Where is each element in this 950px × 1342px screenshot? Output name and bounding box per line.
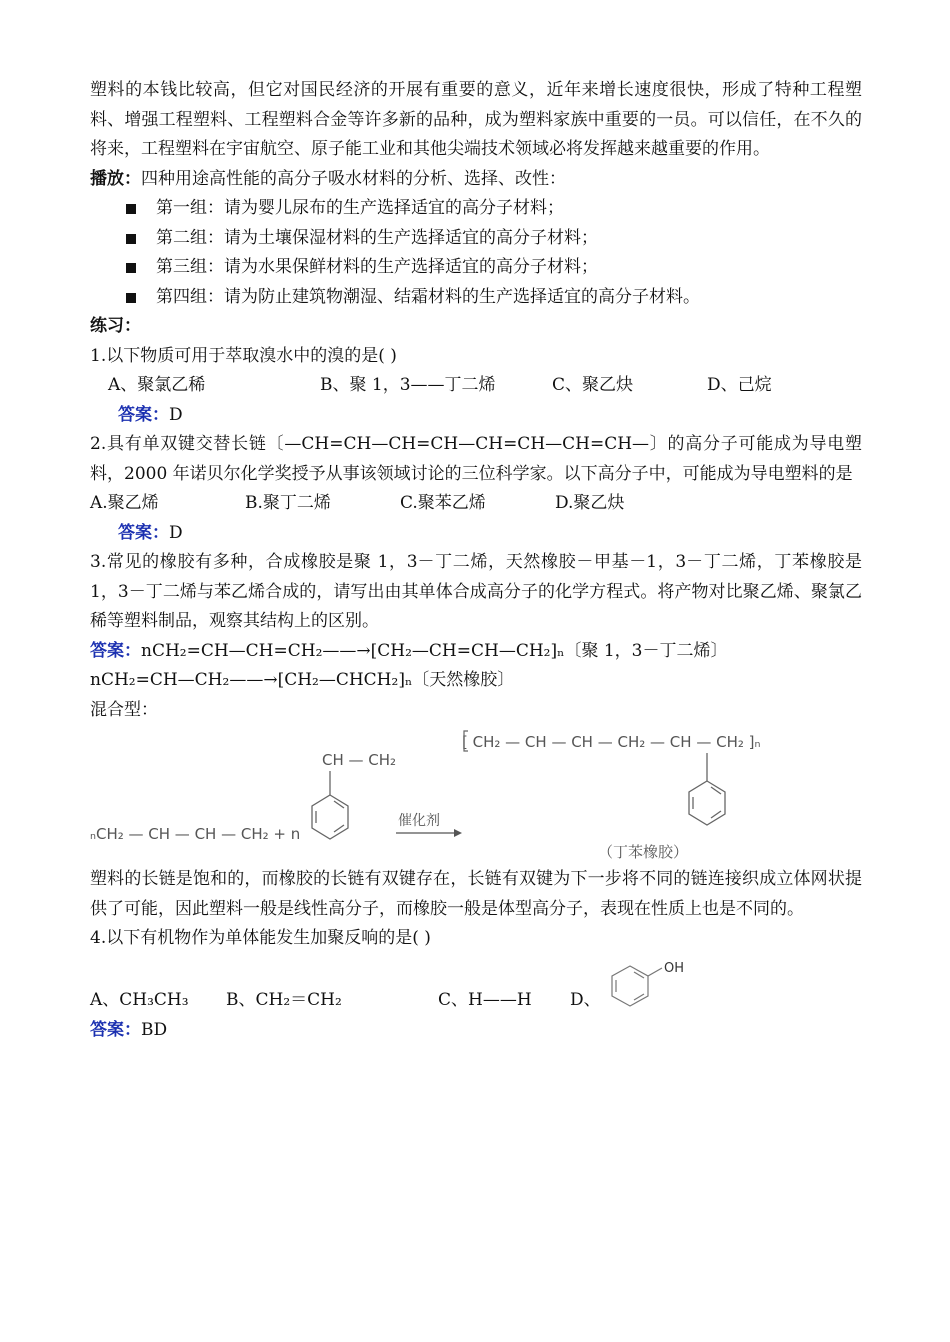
square-bullet-icon — [126, 234, 136, 244]
answer-label: 答案： — [118, 404, 169, 425]
play-text: 四种用途高性能的高分子吸水材料的分析、选择、改性： — [141, 168, 566, 189]
q1-options — [90, 371, 862, 401]
group-list — [90, 194, 862, 312]
catalyst-label: 催化剂 — [398, 813, 440, 829]
q1-stem: 1.以下物质可用于萃取溴水中的溴的是( ) — [90, 345, 397, 366]
q1-option-c: C、聚乙炔 — [552, 375, 634, 395]
q2-option-b: B.聚丁二烯 — [245, 493, 331, 513]
square-bullet-icon — [126, 263, 136, 273]
phenol-ring-icon — [612, 966, 662, 1006]
equation-butadiene: nCH₂=CH—CH=CH₂——→[CH₂—CH=CH—CH₂]ₙ〔聚 1，3－丁二烯〕 — [141, 640, 728, 661]
reaction-svg — [86, 729, 866, 865]
list-item: 第一组：请为婴儿尿布的生产选择适宜的高分子材料； — [126, 194, 862, 224]
q1-answer: 答案：D — [118, 404, 183, 425]
q4-options-row — [90, 954, 862, 1016]
phenol-structure — [604, 956, 714, 1016]
reactant-label: ₙCH₂ — CH — CH — CH₂ + n — [90, 825, 301, 843]
q2-stem: 2.具有单双键交替长链〔—CH=CH—CH=CH—CH=CH—CH=CH—〕的高分子可能成为导电塑料，2000 年诺贝尔化学奖授予从事该领域讨论的三位科学家。以下高分子中，可能成为导电塑料的是 — [90, 434, 862, 484]
play-line — [90, 165, 862, 195]
q2-option-c: C.聚苯乙烯 — [400, 493, 486, 513]
q4-option-b: B、CH₂＝CH₂ — [226, 990, 342, 1010]
styrene-label: CH — CH₂ — [322, 751, 397, 769]
q4-options — [90, 986, 601, 1016]
q1-option-d: D、己烷 — [707, 375, 772, 395]
q3-answer-eq1 — [90, 637, 862, 667]
q4-answer: 答案：BD — [90, 1019, 168, 1040]
q4-option-c: C、H——H — [438, 990, 532, 1010]
q3-stem: 3.常见的橡胶有多种，合成橡胶是聚 1，3－丁二烯，天然橡胶－甲基－1，3－丁二烯，丁苯橡胶是 1，3－丁二烯与苯乙烯合成的，请写出由其单体合成高分子的化学方程式。将产物对比聚乙烯、聚氯乙稀等塑料制品，观察其结构上的区别。 — [90, 552, 862, 631]
answer-label: 答案： — [90, 1019, 141, 1040]
q4-option-d: D、 — [570, 990, 601, 1010]
styrene-benzene-icon — [312, 771, 348, 839]
q1-option-b: B、聚 1，3——丁二烯 — [320, 375, 496, 395]
product-name-label: （丁苯橡胶） — [598, 843, 689, 861]
q1-option-a: A、聚氯乙稀 — [108, 375, 206, 395]
document-page — [90, 76, 862, 1045]
play-label: 播放： — [90, 168, 141, 189]
equation-natural-rubber: nCH₂=CH—CH₂——→[CH₂—CHCH₂]ₙ〔天然橡胶〕 — [90, 670, 515, 690]
square-bullet-icon — [126, 204, 136, 214]
reaction-arrow-icon — [396, 829, 462, 837]
phenol-oh-label: OH — [664, 960, 685, 976]
mixed-label: 混合型： — [90, 699, 158, 720]
list-item: 第二组：请为土壤保湿材料的生产选择适宜的高分子材料； — [126, 224, 862, 254]
product-label: [ CH₂ — CH — CH — CH₂ — CH — CH₂ ]ₙ — [462, 733, 761, 751]
list-item: 第三组：请为水果保鲜材料的生产选择适宜的高分子材料； — [126, 253, 862, 283]
answer-label: 答案： — [90, 640, 141, 661]
q4-stem: 4.以下有机物作为单体能发生加聚反响的是( ) — [90, 928, 431, 948]
q3-explanation: 塑料的长链是饱和的，而橡胶的长链有双键存在，长链有双键为下一步将不同的链连接织成立体网状提供了可能，因此塑料一般是线性高分子，而橡胶一般是体型高分子，表现在性质上也是不同的。 — [90, 869, 862, 919]
q2-options — [90, 489, 862, 519]
intro-paragraph: 塑料的本钱比较高，但它对国民经济的开展有重要的意义，近年来增长速度很快，形成了特种工程塑料、增强工程塑料、工程塑料合金等许多新的品种，成为塑料家族中重要的一员。可以信任，在不久的将来，工程塑料在宇宙航空、原子能工业和其他尖端技术领域必将发挥越来越重要的作用。 — [90, 80, 862, 159]
q4-option-a: A、CH₃CH₃ — [90, 990, 189, 1010]
sbr-reaction-figure — [90, 729, 862, 865]
square-bullet-icon — [126, 293, 136, 303]
q2-option-a: A.聚乙烯 — [90, 493, 159, 513]
list-item: 第四组：请为防止建筑物潮湿、结霜材料的生产选择适宜的高分子材料。 — [126, 283, 862, 313]
answer-label: 答案： — [118, 522, 169, 543]
q2-option-d: D.聚乙炔 — [555, 493, 625, 513]
q2-answer: 答案：D — [118, 522, 183, 543]
product-benzene-icon — [689, 753, 725, 825]
practice-heading: 练习： — [90, 316, 141, 336]
